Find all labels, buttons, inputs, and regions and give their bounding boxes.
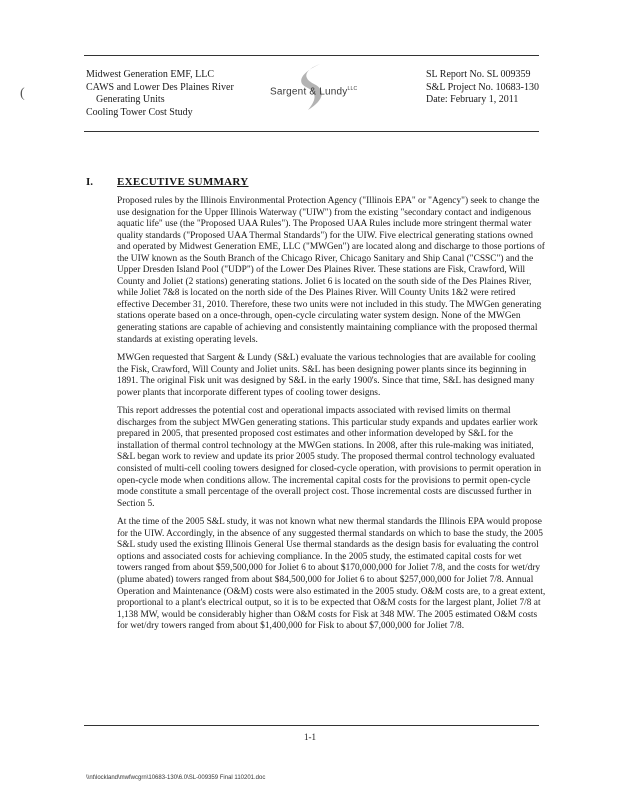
paragraph: Proposed rules by the Illinois Environmental Protection Agency ("Illinois EPA" or "Agency") seek to change the use designation for the Upper Illinois Waterway ("UIW") from the existing "secondary contact and indigenous aquatic life" use (the "Proposed UAA Rules"). The Proposed UAA Rules include more stringent thermal water quality standards ("Proposed UAA Thermal Standards") for the UIW. Five electrical generating stations owned and operated by Midwest Generation EME, LLC ("MWGen") are located along and discharge to those portions of the UIW known as the South Branch of the Chicago River, Chicago Sanitary and Ship Canal ("CSSC") and the Upper Dresden Island Pool ("UDP") of the Lower Des Plaines River. These stations are Fisk, Crawford, Will County and Joliet (2 stations) generating stations. Joliet 6 is located on the south side of the Des Plaines River, while Joliet 7&8 is located on the north side of the Des Plaines River. Will County Units 1&2 were retired effective December 31, 2010. Therefore, these two units were not included in this study. The MWGen generating stations operate based on a once-through, open-cycle circulating water system design. None of the MWGen generating stations are capable of achieving and consistently maintaining compliance with the proposed thermal standards at existing operating levels. bbox=[117, 196, 545, 345]
header-project-cont: Generating Units bbox=[96, 94, 165, 105]
paragraph: MWGen requested that Sargent & Lundy (S&L) evaluate the various technologies that are available for cooling the Fisk, Crawford, Will County and Joliet units. S&L has been designing power plants since its beginning in 1891. The original Fisk unit was designed by S&L in the early 1900's. Since that time, S&L has designed many power plants that incorporate different types of cooling tower designs. bbox=[117, 353, 536, 398]
header-bottom-rule bbox=[84, 131, 539, 132]
page-number: 1-1 bbox=[304, 732, 316, 742]
header-project: CAWS and Lower Des Plaines River bbox=[86, 81, 234, 93]
margin-mark: ( bbox=[20, 86, 25, 101]
header-top-rule bbox=[84, 55, 539, 56]
header-right-block bbox=[426, 69, 539, 107]
header-report-no: SL Report No. SL 009359 bbox=[426, 69, 531, 80]
section-title: EXECUTIVE SUMMARY bbox=[117, 176, 249, 188]
header-date: Date: February 1, 2011 bbox=[426, 94, 519, 105]
paragraph: At the time of the 2005 S&L study, it was not known what new thermal standards the Illinois EPA would propose for the UIW. Accordingly, in the absence of any suggested thermal standards on which to base the study, the 2005 S&L study used the existing Illinois General Use thermal standards as the design basis for evaluating the control options and associated costs for achieving compliance. In the 2005 study, the estimated capital costs for wet towers ranged from about $59,500,000 for Joliet 6 to about $170,000,000 for Joliet 7/8, and the costs for wet/dry (plume abated) towers ranged from about $84,500,000 for Joliet 6 to about $257,000,000 for Joliet 7/8. Annual Operation and Maintenance (O&M) costs were also estimated in the 2005 study. O&M costs are, to a great extent, proportional to a plant's electrical output, so it is to be expected that O&M costs for the largest plant, Joliet 7/8 at 1,138 MW, would be considerably higher than O&M costs for Fisk at 348 MW. The 2005 estimated O&M costs for wet/dry towers ranged from about $1,400,000 for Fisk to about $7,000,000 for Joliet 7/8. bbox=[117, 517, 546, 632]
logo-name: Sargent & Lundy bbox=[270, 86, 348, 98]
logo-suffix: LLC bbox=[347, 86, 358, 92]
paragraph: This report addresses the potential cost and operational impacts associated with revised limits on thermal discharges from the subject MWGen generating stations. This particular study expands and updates earlier work prepared in 2005, that presented proposed cost estimates and other information developed by S&L for the installation of thermal control technology at the MWGen stations. In 2008, after this rule-making was initiated, S&L began work to review and update its prior 2005 study. The proposed thermal control technology evaluated consisted of multi-cell cooling towers designed for closed-cycle operation, with provisions to permit operation in open-cycle mode when conditions allow. The incremental capital costs for the provisions to permit open-cycle mode constitute a small percentage of the overall project cost. Those incremental costs are discussed further in Section 5. bbox=[117, 406, 542, 509]
footer-rule bbox=[84, 725, 539, 726]
section-number: I. bbox=[86, 176, 94, 188]
header-project-no: S&L Project No. 10683-130 bbox=[426, 81, 539, 93]
logo-wordmark bbox=[270, 86, 357, 97]
body-text bbox=[117, 196, 547, 640]
header-company: Midwest Generation EMF, LLC bbox=[86, 69, 215, 80]
header-left-block bbox=[86, 69, 234, 119]
footer-file-path: \\nt\lockland\mwfwcgrn\10683-130\6.0\SL-009359 Final 110201.doc bbox=[86, 775, 266, 781]
header-study: Cooling Tower Cost Study bbox=[86, 106, 193, 118]
